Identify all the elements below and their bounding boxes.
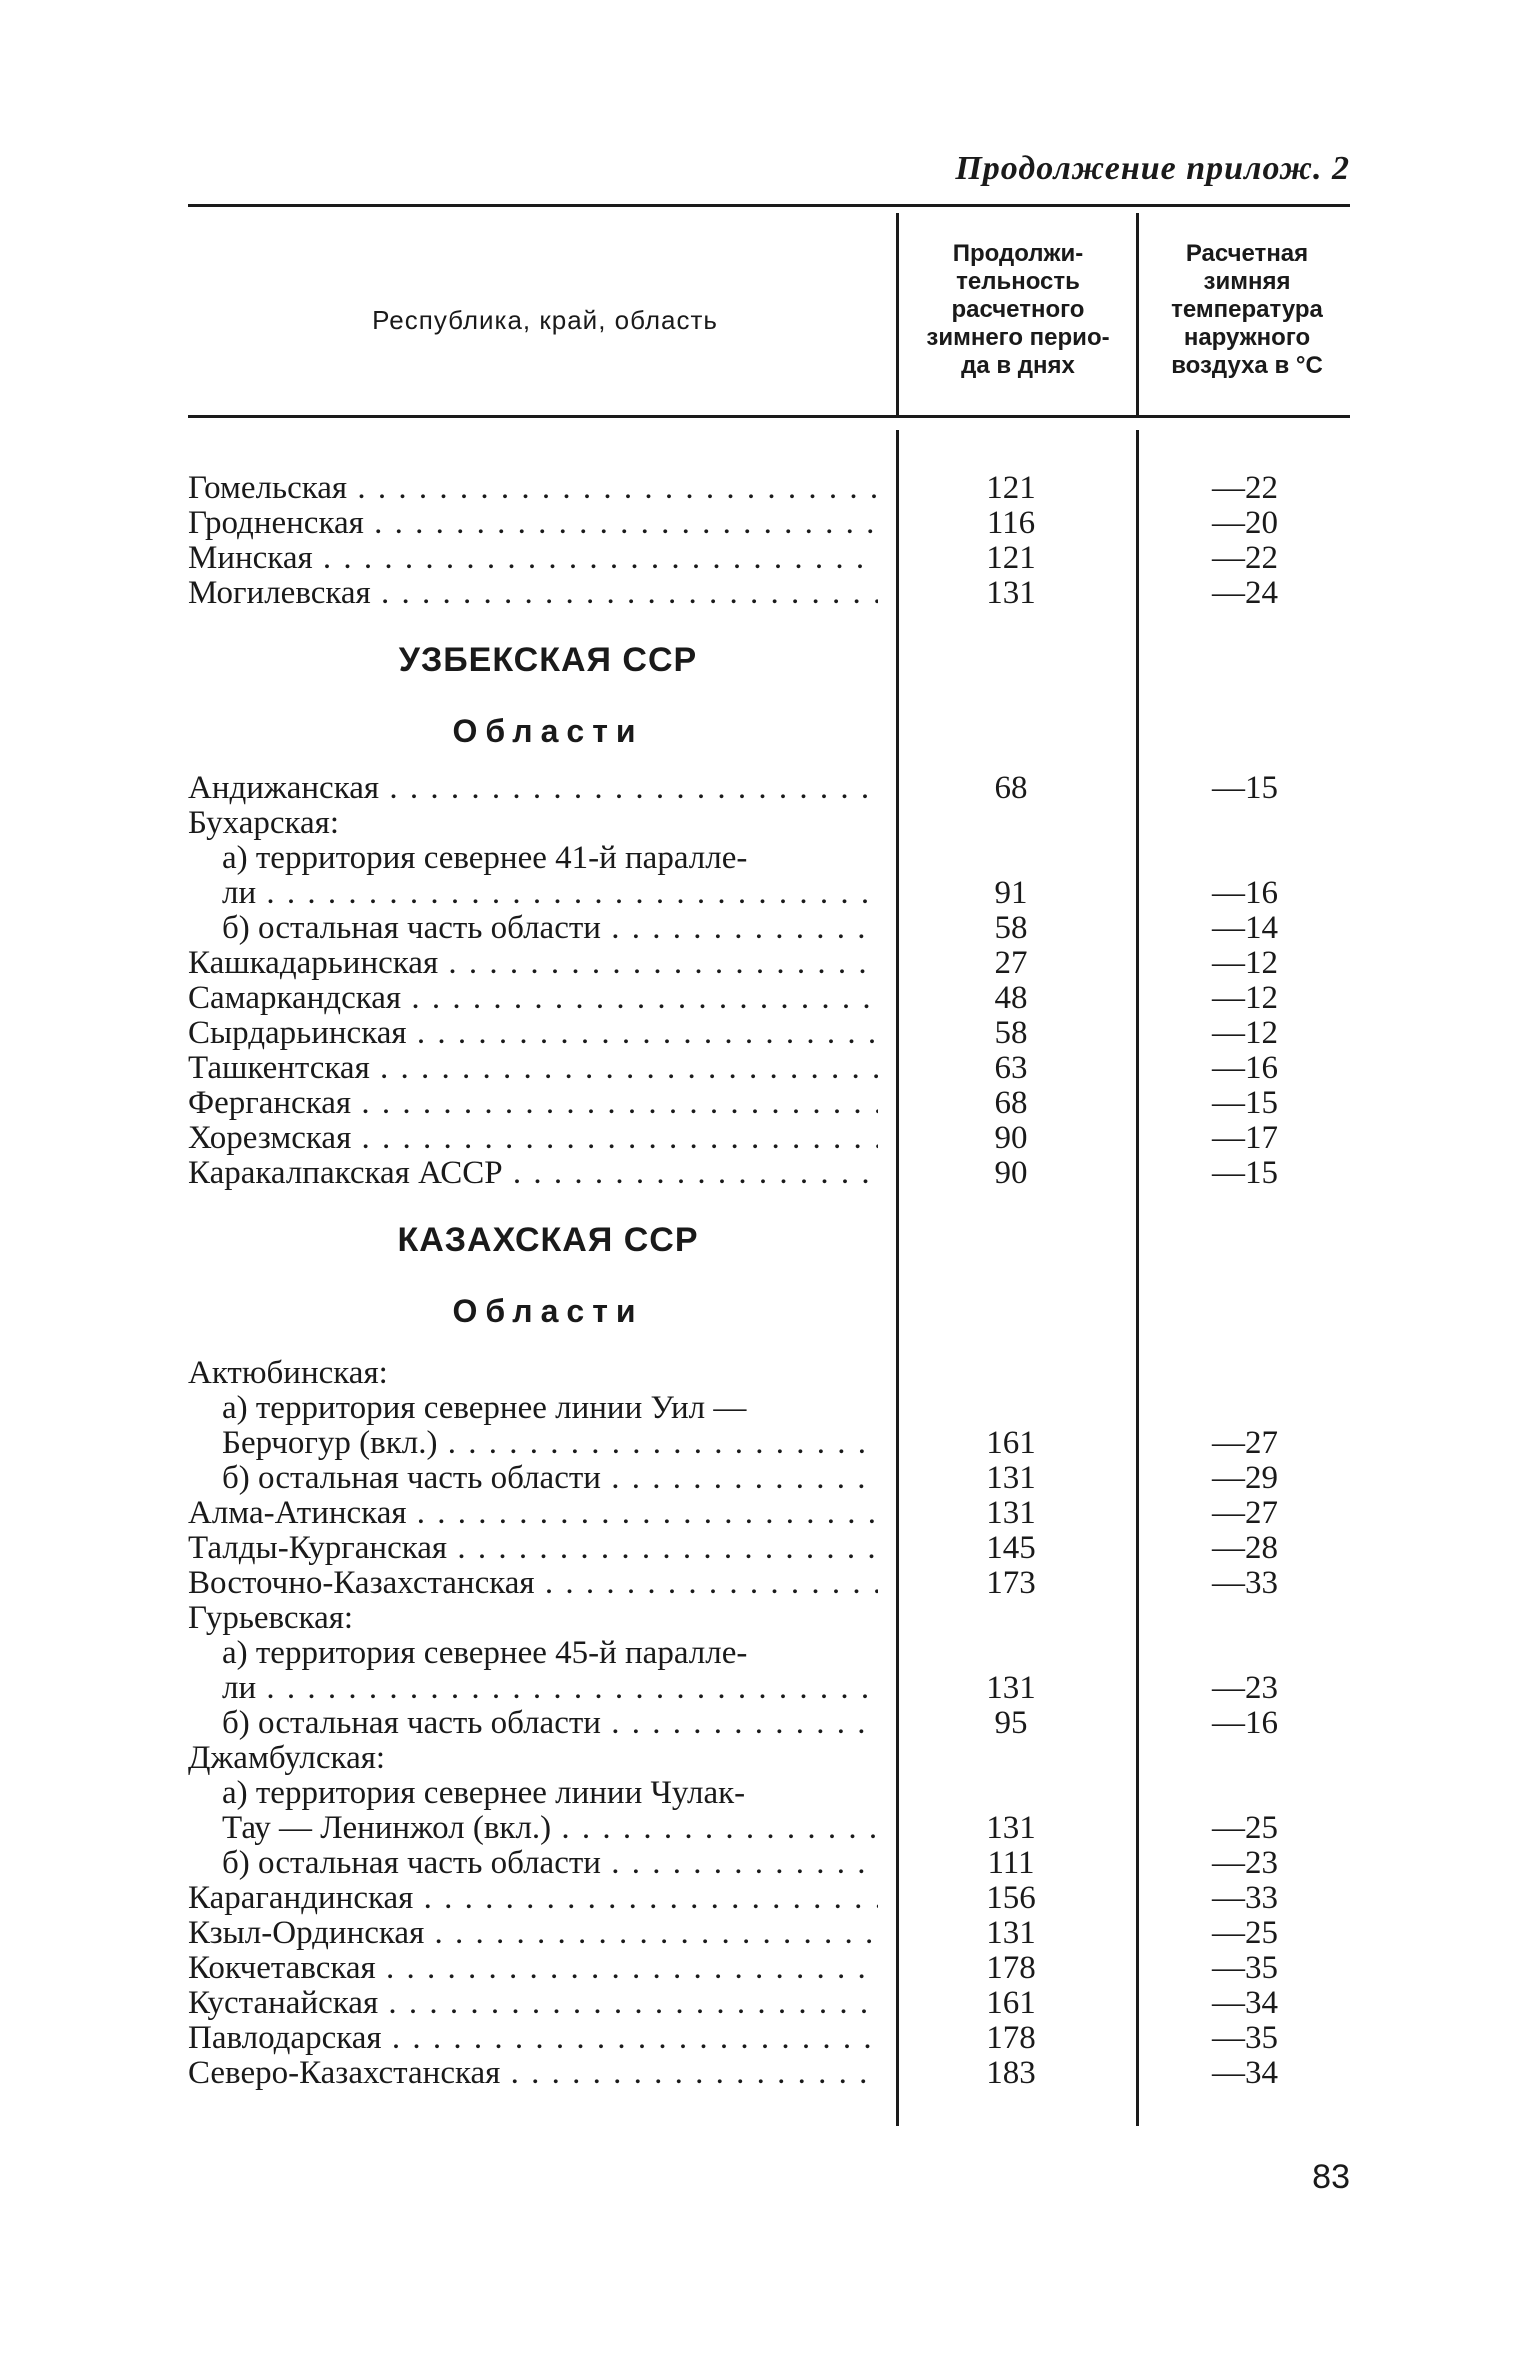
region-name: Гродненская . . .: [188, 506, 878, 541]
region-name: ли . . .: [222, 876, 878, 911]
temperature-value: —15: [1212, 1085, 1278, 1121]
region-name: а) территория севернее линии Чулак-: [222, 1775, 746, 1811]
temperature-header-line: температура: [1171, 296, 1323, 323]
duration-value: 68: [994, 1085, 1028, 1121]
table-row: [188, 2056, 1350, 2091]
duration-value: 145: [986, 1530, 1036, 1566]
table-row: [188, 876, 1350, 911]
temperature-value: —35: [1212, 2020, 1278, 2056]
section-title-uzbek: УЗБЕКСКАЯ ССР: [398, 641, 698, 679]
temperature-value: —23: [1212, 1670, 1278, 1706]
temperature-value: —17: [1212, 1120, 1278, 1156]
region-name: Хорезмская . . .: [188, 1121, 878, 1156]
table-row: [188, 1741, 1350, 1776]
region-name: а) территория севернее 45-й паралле-: [222, 1635, 748, 1671]
region-name: Тау — Ленинжол (вкл.) . . .: [222, 1811, 878, 1846]
table-row: [188, 1121, 1350, 1156]
table-row: [188, 771, 1350, 806]
temperature-value: —15: [1212, 770, 1278, 806]
region-name: Актюбинская:: [188, 1355, 388, 1391]
duration-value: 131: [986, 1460, 1036, 1496]
region-name: б) остальная часть области . . .: [222, 1461, 878, 1496]
temperature-value: —12: [1212, 945, 1278, 981]
temperature-header-line: наружного: [1183, 324, 1311, 351]
table-row: [188, 1986, 1350, 2021]
temperature-value: —27: [1212, 1495, 1278, 1531]
table-row: [188, 1496, 1350, 1531]
temperature-value: —14: [1212, 910, 1278, 946]
header-divider-1: [896, 213, 899, 415]
region-name: Павлодарская . . .: [188, 2021, 878, 2056]
duration-value: 90: [994, 1120, 1028, 1156]
table-row: [188, 1566, 1350, 1601]
region-name: Андижанская . . .: [188, 771, 878, 806]
table-row: [188, 946, 1350, 981]
region-name: б) остальная часть области . . .: [222, 911, 878, 946]
table-row: [188, 1531, 1350, 1566]
temperature-value: —15: [1212, 1155, 1278, 1191]
region-name: Алма-Атинская . . .: [188, 1496, 878, 1531]
duration-value: 131: [986, 1810, 1036, 1846]
temperature-value: —28: [1212, 1530, 1278, 1566]
temperature-value: —12: [1212, 980, 1278, 1016]
duration-value: 48: [994, 980, 1028, 1016]
region-name: Гурьевская:: [188, 1600, 354, 1636]
region-name: Восточно-Казахстанская . . .: [188, 1566, 878, 1601]
table-row: [188, 911, 1350, 946]
region-name: Северо-Казахстанская . . .: [188, 2056, 878, 2091]
table-row: [188, 1671, 1350, 1706]
table-row: [188, 1461, 1350, 1496]
table-row: [188, 1051, 1350, 1086]
region-name: а) территория севернее 41-й паралле-: [222, 840, 748, 876]
region-name: ли . . .: [222, 1671, 878, 1706]
continuation-note: Продолжение прилож. 2: [955, 150, 1350, 187]
duration-value: 173: [986, 1565, 1036, 1601]
temperature-value: —25: [1212, 1810, 1278, 1846]
region-name: а) территория севернее линии Уил —: [222, 1390, 747, 1426]
duration-value: 121: [986, 540, 1036, 576]
region-name: Самаркандская . . .: [188, 981, 878, 1016]
region-name: Бухарская:: [188, 805, 340, 841]
table-row: [188, 541, 1350, 576]
duration-value: 178: [986, 1950, 1036, 1986]
table-row: [188, 1706, 1350, 1741]
duration-value: 90: [994, 1155, 1028, 1191]
temperature-header-line: воздуха в °С: [1171, 352, 1323, 379]
region-name: Ташкентская . . .: [188, 1051, 878, 1086]
table-row: [188, 1811, 1350, 1846]
temperature-value: —33: [1212, 1880, 1278, 1916]
table-row: [188, 1016, 1350, 1051]
temperature-value: —33: [1212, 1565, 1278, 1601]
region-name: Минская . . .: [188, 541, 878, 576]
column-header-duration: [904, 240, 1132, 380]
region-name: б) остальная часть области . . .: [222, 1846, 878, 1881]
duration-value: 68: [994, 770, 1028, 806]
temperature-value: —35: [1212, 1950, 1278, 1986]
table-row: [188, 1636, 1350, 1671]
temperature-value: —16: [1212, 1050, 1278, 1086]
region-name: Гомельская . . .: [188, 471, 878, 506]
temperature-header-line: Расчетная: [1185, 240, 1309, 267]
table-row: [188, 1156, 1350, 1191]
duration-value: 156: [986, 1880, 1036, 1916]
temperature-value: —22: [1212, 540, 1278, 576]
duration-value: 116: [986, 505, 1036, 541]
duration-header-line: Продолжи-: [952, 240, 1084, 267]
table-row: [188, 576, 1350, 611]
duration-value: 131: [986, 1670, 1036, 1706]
header-bottom-rule: [188, 415, 1350, 418]
duration-value: 27: [994, 945, 1028, 981]
duration-value: 131: [986, 1915, 1036, 1951]
region-name: Талды-Курганская . . .: [188, 1531, 878, 1566]
region-name: Кустанайская . . .: [188, 1986, 878, 2021]
duration-value: 121: [986, 470, 1036, 506]
table-top-rule: [188, 204, 1350, 207]
table-row: [188, 1601, 1350, 1636]
region-name: Карагандинская . . .: [188, 1881, 878, 1916]
region-name: Кзыл-Ординская . . .: [188, 1916, 878, 1951]
temperature-value: —27: [1212, 1425, 1278, 1461]
duration-value: 58: [994, 910, 1028, 946]
temperature-value: —34: [1212, 2055, 1278, 2091]
table-row: [188, 1776, 1350, 1811]
duration-value: 178: [986, 2020, 1036, 2056]
duration-header-line: да в днях: [961, 352, 1075, 379]
temperature-value: —25: [1212, 1915, 1278, 1951]
region-name: Кашкадарьинская . . .: [188, 946, 878, 981]
temperature-value: —16: [1212, 1705, 1278, 1741]
temperature-value: —24: [1212, 575, 1278, 611]
temperature-value: —20: [1212, 505, 1278, 541]
region-name: Каракалпакская АССР . . .: [188, 1156, 878, 1191]
temperature-value: —29: [1212, 1460, 1278, 1496]
temperature-value: —22: [1212, 470, 1278, 506]
table-row: [188, 1426, 1350, 1461]
duration-value: 161: [986, 1425, 1036, 1461]
table-row: [188, 981, 1350, 1016]
temperature-value: —12: [1212, 1015, 1278, 1051]
table-row: [188, 1846, 1350, 1881]
duration-value: 161: [986, 1985, 1036, 2021]
page-number: 83: [1312, 2158, 1350, 2196]
duration-value: 91: [994, 875, 1028, 911]
temperature-value: —23: [1212, 1845, 1278, 1881]
region-name: Кокчетавская . . .: [188, 1951, 878, 1986]
section-subtitle-oblasti: Области: [452, 1293, 644, 1329]
region-name: Сырдарьинская . . .: [188, 1016, 878, 1051]
table-row: [188, 1356, 1350, 1391]
duration-value: 183: [986, 2055, 1036, 2091]
duration-value: 131: [986, 575, 1036, 611]
table-row: [188, 471, 1350, 506]
column-header-region: Республика, край, область: [372, 305, 718, 335]
duration-header-line: тельность: [956, 268, 1080, 295]
table-row: [188, 1951, 1350, 1986]
column-header-temperature: [1144, 240, 1350, 380]
duration-value: 111: [987, 1845, 1035, 1881]
table-row: [188, 841, 1350, 876]
duration-value: 63: [994, 1050, 1028, 1086]
region-name: Берчогур (вкл.) . . .: [222, 1426, 878, 1461]
table-row: [188, 1086, 1350, 1121]
table-row: [188, 806, 1350, 841]
region-name: б) остальная часть области . . .: [222, 1706, 878, 1741]
temperature-value: —16: [1212, 875, 1278, 911]
region-name: Могилевская . . .: [188, 576, 878, 611]
table-row: [188, 1881, 1350, 1916]
section-title-kazakh: КАЗАХСКАЯ ССР: [397, 1221, 699, 1259]
temperature-value: —34: [1212, 1985, 1278, 2021]
duration-header-line: расчетного: [951, 296, 1085, 323]
table-row: [188, 506, 1350, 541]
table-row: [188, 1391, 1350, 1426]
duration-header-line: зимнего перио-: [926, 324, 1110, 351]
duration-value: 95: [994, 1705, 1028, 1741]
table-row: [188, 1916, 1350, 1951]
duration-value: 58: [994, 1015, 1028, 1051]
region-name: Джамбулская:: [188, 1740, 386, 1776]
header-divider-2: [1136, 213, 1139, 415]
table-row: [188, 2021, 1350, 2056]
section-subtitle-oblasti: Области: [452, 713, 644, 749]
region-name: Ферганская . . .: [188, 1086, 878, 1121]
temperature-header-line: зимняя: [1203, 268, 1291, 295]
duration-value: 131: [986, 1495, 1036, 1531]
